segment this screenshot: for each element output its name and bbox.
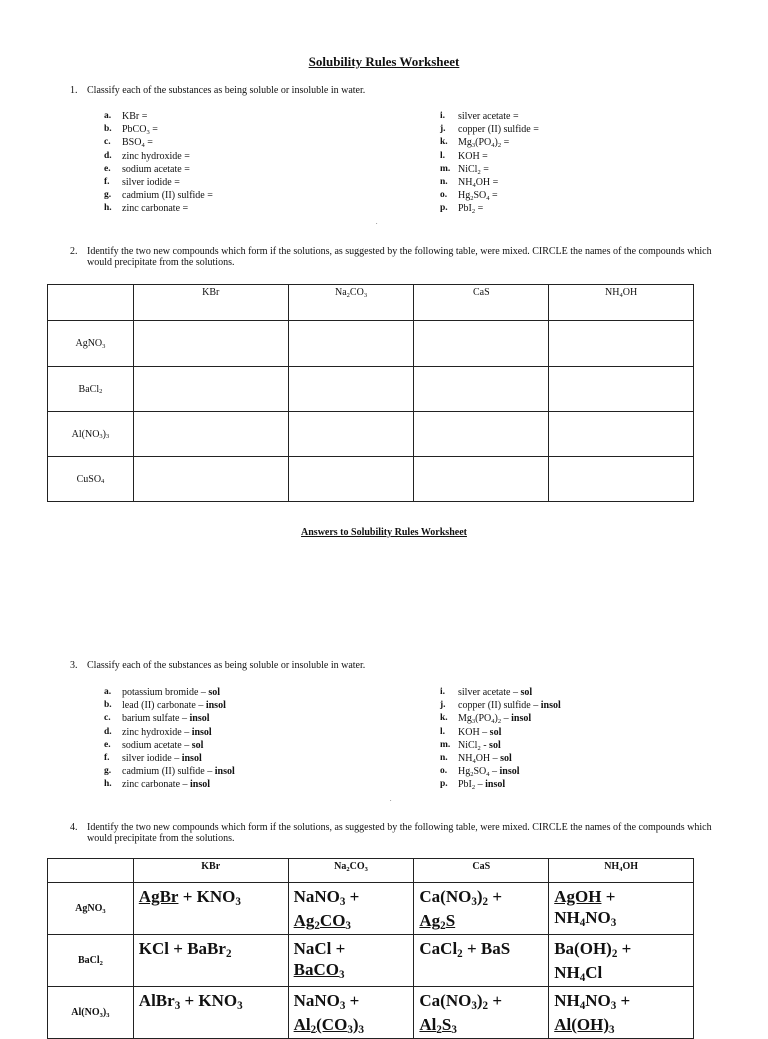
row-label: AgNO3 [48, 883, 134, 935]
column-header: Na2CO3 [288, 859, 414, 883]
row-label: Al(NO3)3 [48, 987, 134, 1039]
answer-cell: AgBr + KNO3 [133, 883, 288, 935]
item-letter: g. [104, 190, 112, 201]
column-header: KBr [133, 859, 288, 883]
item-letter: d. [104, 150, 112, 161]
answer-cell[interactable] [288, 457, 414, 502]
item-text: sodium acetate – sol [122, 739, 204, 751]
item-letter: k. [440, 137, 448, 148]
answer-cell[interactable] [549, 367, 694, 412]
answer-cell[interactable] [414, 412, 549, 457]
answer-cell[interactable] [133, 367, 288, 412]
item-text: NiCl2 = [458, 163, 489, 176]
item-letter: f. [104, 753, 110, 763]
column-header: Na2CO3 [288, 285, 414, 321]
answer-cell[interactable] [549, 321, 694, 367]
item-text: NH4OH = [458, 177, 499, 189]
question-number: 1. [70, 85, 78, 96]
column-header: NH4OH [549, 859, 694, 883]
answer-reaction-table [47, 858, 694, 1039]
item-text: Mg3(PO4)2 – insol [458, 713, 532, 726]
item-text: silver acetate = [458, 111, 519, 122]
answer-cell: NaCl + BaCO3 [288, 935, 414, 987]
item-letter: m. [440, 163, 451, 174]
item-text: barium sulfate – insol [122, 713, 210, 725]
answers-title: Answers to Solubility Rules Worksheet [301, 527, 467, 538]
column-header: CaS [414, 285, 549, 321]
item-letter: e. [104, 739, 111, 750]
answer-cell: Ca(NO3)2 + Al2S3 [414, 987, 549, 1039]
item-text: cadmium (II) sulfide – insol [122, 766, 235, 778]
item-letter: h. [104, 779, 112, 790]
item-letter: n. [440, 753, 448, 763]
answer-cell[interactable] [288, 367, 414, 412]
item-text: sodium acetate = [122, 163, 190, 175]
stray-mark: . [390, 797, 392, 803]
item-letter: j. [440, 700, 446, 711]
item-letter: c. [104, 713, 111, 724]
answer-cell[interactable] [414, 457, 549, 502]
answer-cell: AlBr3 + KNO3 [133, 987, 288, 1039]
item-text: PbCO3 = [122, 124, 158, 136]
answer-cell[interactable] [549, 457, 694, 502]
answer-cell[interactable] [133, 321, 288, 367]
answer-cell[interactable] [133, 412, 288, 457]
answer-cell[interactable] [288, 412, 414, 457]
question-text: Classify each of the substances as being soluble or insoluble in water. [87, 660, 366, 671]
item-letter: a. [104, 687, 112, 697]
answer-cell: KCl + BaBr2 [133, 935, 288, 987]
item-text: silver acetate – sol [458, 687, 533, 698]
item-letter: i. [440, 687, 446, 697]
q3-right-list [440, 686, 740, 796]
question-2 [70, 246, 730, 270]
question-number: 3. [70, 660, 78, 671]
answer-cell[interactable] [414, 321, 549, 367]
item-text: NiCl2 - sol [458, 739, 501, 752]
answer-cell: NH4NO3 + Al(OH)3 [549, 987, 694, 1039]
question-3 [70, 660, 730, 672]
answer-cell[interactable] [414, 367, 549, 412]
answer-cell: NaNO3 + Ag2CO3 [288, 883, 414, 935]
answer-cell: Ca(NO3)2 + Ag2S [414, 883, 549, 935]
item-letter: i. [440, 111, 446, 121]
q1-left-list [104, 110, 404, 220]
item-letter: b. [104, 124, 112, 135]
q3-left-list [104, 686, 404, 796]
row-label: AgNO3 [48, 321, 134, 367]
answer-cell[interactable] [288, 321, 414, 367]
question-number: 4. [70, 822, 78, 833]
answer-cell: NaNO3 + Al2(CO3)3 [288, 987, 414, 1039]
item-letter: d. [104, 726, 112, 737]
item-letter: j. [440, 124, 446, 135]
question-text: Classify each of the substances as being soluble or insoluble in water. [87, 85, 366, 96]
item-text: Mg3(PO4)2 = [458, 137, 510, 150]
item-text: NH4OH – sol [458, 753, 512, 765]
item-letter: k. [440, 713, 448, 724]
item-text: PbI2 = [458, 203, 484, 216]
item-letter: n. [440, 177, 448, 187]
item-text: lead (II) carbonate – insol [122, 700, 226, 712]
q1-right-list [440, 110, 740, 220]
stray-mark: . [376, 220, 378, 226]
item-text: zinc carbonate = [122, 203, 189, 215]
item-letter: a. [104, 111, 112, 121]
item-letter: l. [440, 726, 446, 737]
question-number: 2. [70, 246, 78, 257]
item-letter: o. [440, 190, 448, 201]
question-4 [70, 822, 730, 846]
row-label: CuSO4 [48, 457, 134, 502]
item-text: KOH = [458, 150, 488, 162]
item-text: zinc hydroxide = [122, 150, 190, 162]
item-text: Hg2SO4 – insol [458, 766, 520, 778]
item-letter: l. [440, 150, 446, 161]
page-title: Solubility Rules Worksheet [308, 54, 460, 69]
question-text: Identify the two new compounds which form if the solutions, as suggested by the following table, were mixed. CIRCLE the names of the compounds which would precipitate from the solutions. [87, 822, 712, 844]
column-header: KBr [133, 285, 288, 321]
blank-reaction-table [47, 284, 694, 502]
item-text: copper (II) sulfide – insol [458, 700, 561, 712]
item-letter: m. [440, 739, 451, 750]
row-label: BaCl2 [48, 935, 134, 987]
answer-cell[interactable] [133, 457, 288, 502]
item-text: BSO4 = [122, 137, 153, 150]
question-1 [70, 85, 730, 97]
column-header: NH4OH [549, 285, 694, 321]
item-letter: e. [104, 163, 111, 174]
column-header: CaS [414, 859, 549, 883]
item-text: PbI2 – insol [458, 779, 506, 792]
item-text: zinc hydroxide – insol [122, 726, 212, 738]
table-corner [48, 859, 134, 883]
item-letter: f. [104, 177, 110, 187]
item-letter: h. [104, 203, 112, 214]
item-text: KBr = [122, 111, 148, 122]
item-letter: b. [104, 700, 112, 711]
item-letter: p. [440, 203, 448, 214]
answer-cell: Ba(OH)2 + NH4Cl [549, 935, 694, 987]
item-text: potassium bromide – sol [122, 687, 221, 698]
question-text: Identify the two new compounds which form if the solutions, as suggested by the following table, were mixed. CIRCLE the names of the compounds which would precipitate from the solutions. [87, 246, 712, 268]
item-letter: g. [104, 766, 112, 777]
item-text: silver iodide – insol [122, 753, 202, 764]
item-text: KOH – sol [458, 726, 502, 738]
answer-cell: AgOH + NH4NO3 [549, 883, 694, 935]
item-text: cadmium (II) sulfide = [122, 190, 213, 202]
item-letter: c. [104, 137, 111, 148]
item-text: Hg2SO4 = [458, 190, 498, 202]
answer-cell[interactable] [549, 412, 694, 457]
item-text: zinc carbonate – insol [122, 779, 211, 791]
table-corner [48, 285, 134, 321]
item-letter: p. [440, 779, 448, 790]
row-label: Al(NO3)3 [48, 412, 134, 457]
item-text: copper (II) sulfide = [458, 124, 539, 136]
answer-cell: CaCl2 + BaS [414, 935, 549, 987]
row-label: BaCl2 [48, 367, 134, 412]
item-letter: o. [440, 766, 448, 777]
item-text: silver iodide = [122, 177, 180, 188]
